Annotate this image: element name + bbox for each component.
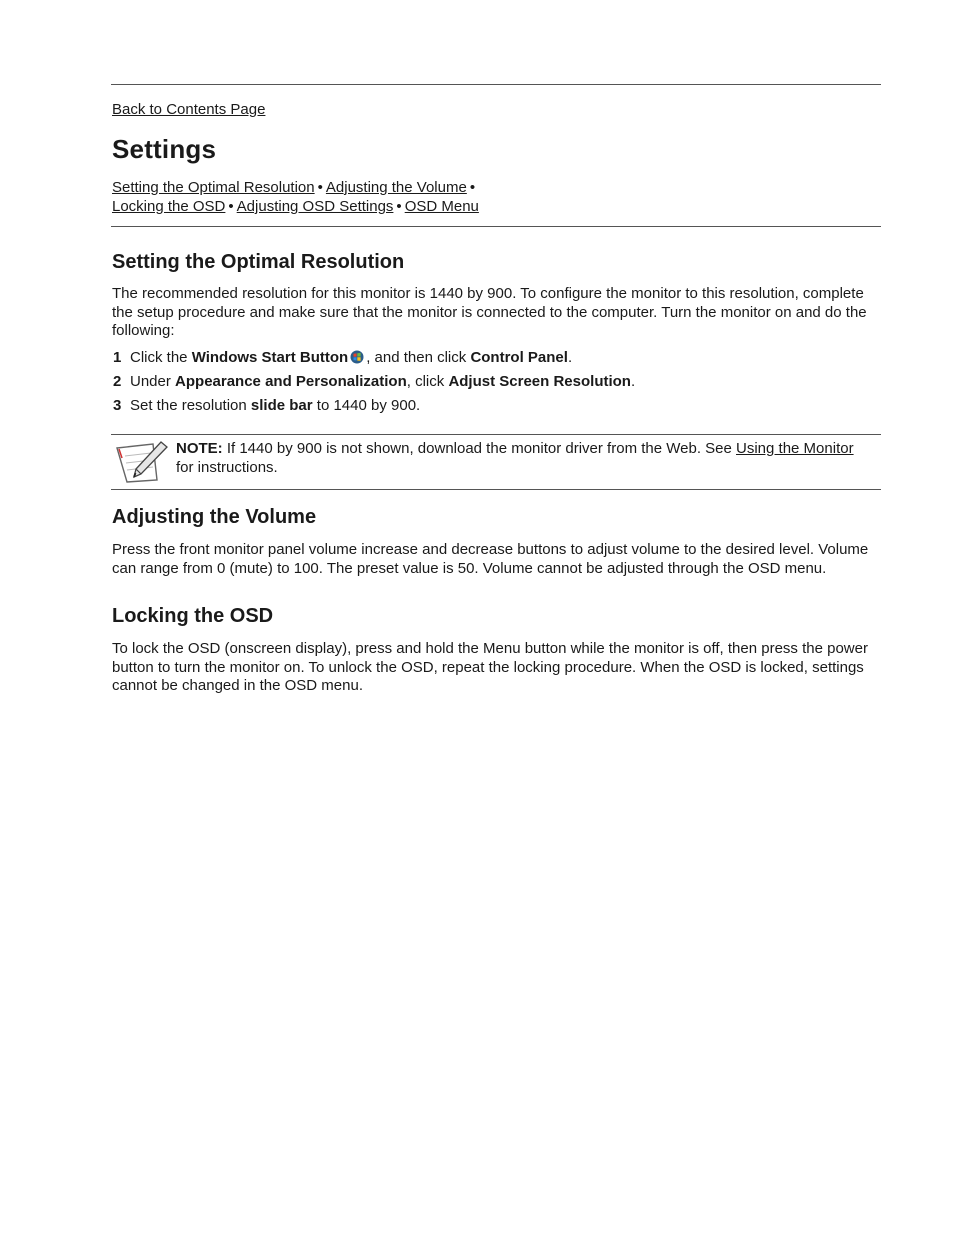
note-pencil-icon (113, 438, 169, 486)
toc-link-locking-osd[interactable]: Locking the OSD (112, 198, 226, 215)
resolution-steps (113, 348, 635, 420)
resolution-intro: The recommended resolution for this monitor is 1440 by 900. To configure the monitor to this resolution, complete the setup procedure and make sure that the monitor is connected to the computer. Turn the monitor on and do the following: (112, 285, 867, 339)
toc-link-optimal-resolution[interactable]: Setting the Optimal Resolution (112, 179, 315, 196)
volume-body: Press the front monitor panel volume increase and decrease buttons to adjust volume to the desired level. Volume can range from 0 (mute) to 100. The preset value is 50. Volume cannot be adjusted through the OSD menu. (112, 541, 869, 577)
toc-link-osd-settings[interactable]: Adjusting OSD Settings (236, 198, 394, 215)
section-heading-resolution: Setting the Optimal Resolution (112, 251, 405, 273)
table-of-contents (112, 178, 479, 216)
note-box (111, 434, 881, 489)
using-the-monitor-link[interactable]: Using the Monitor (736, 440, 854, 457)
note-top-rule (111, 434, 881, 435)
back-to-contents-link[interactable]: Back to Contents Page (112, 101, 266, 118)
toc-separator: • (228, 198, 234, 215)
toc-separator: • (317, 179, 323, 196)
toc-rule (111, 226, 881, 227)
page-title: Settings (112, 134, 217, 164)
step-2: 2 Under Appearance and Personalization, click Adjust Screen Resolution. (113, 373, 636, 390)
note-bottom-rule (111, 489, 881, 490)
note-label: NOTE: (176, 440, 223, 457)
top-rule (111, 84, 881, 85)
step-3: 3 Set the resolution slide bar to 1440 by 900. (113, 397, 421, 414)
windows-start-icon (350, 350, 364, 364)
section-heading-volume: Adjusting the Volume (112, 506, 317, 528)
section-heading-lock: Locking the OSD (112, 605, 274, 627)
toc-separator: • (396, 198, 402, 215)
note-text: NOTE: If 1440 by 900 is not shown, download the monitor driver from the Web. See Using the Monitor for instructions. (176, 440, 854, 476)
toc-link-osd-menu[interactable]: OSD Menu (404, 198, 479, 215)
toc-link-adjusting-volume[interactable]: Adjusting the Volume (325, 179, 467, 196)
toc-separator: • (469, 179, 476, 196)
step-1: 1 Click the Windows Start Button , and then click Control Panel. (113, 349, 573, 366)
lock-body: To lock the OSD (onscreen display), press and hold the Menu button while the monitor is off, then press the power button to turn the monitor on. To unlock the OSD, repeat the locking procedure. When the OSD is locked, settings cannot be changed in the OSD menu. (112, 640, 868, 694)
